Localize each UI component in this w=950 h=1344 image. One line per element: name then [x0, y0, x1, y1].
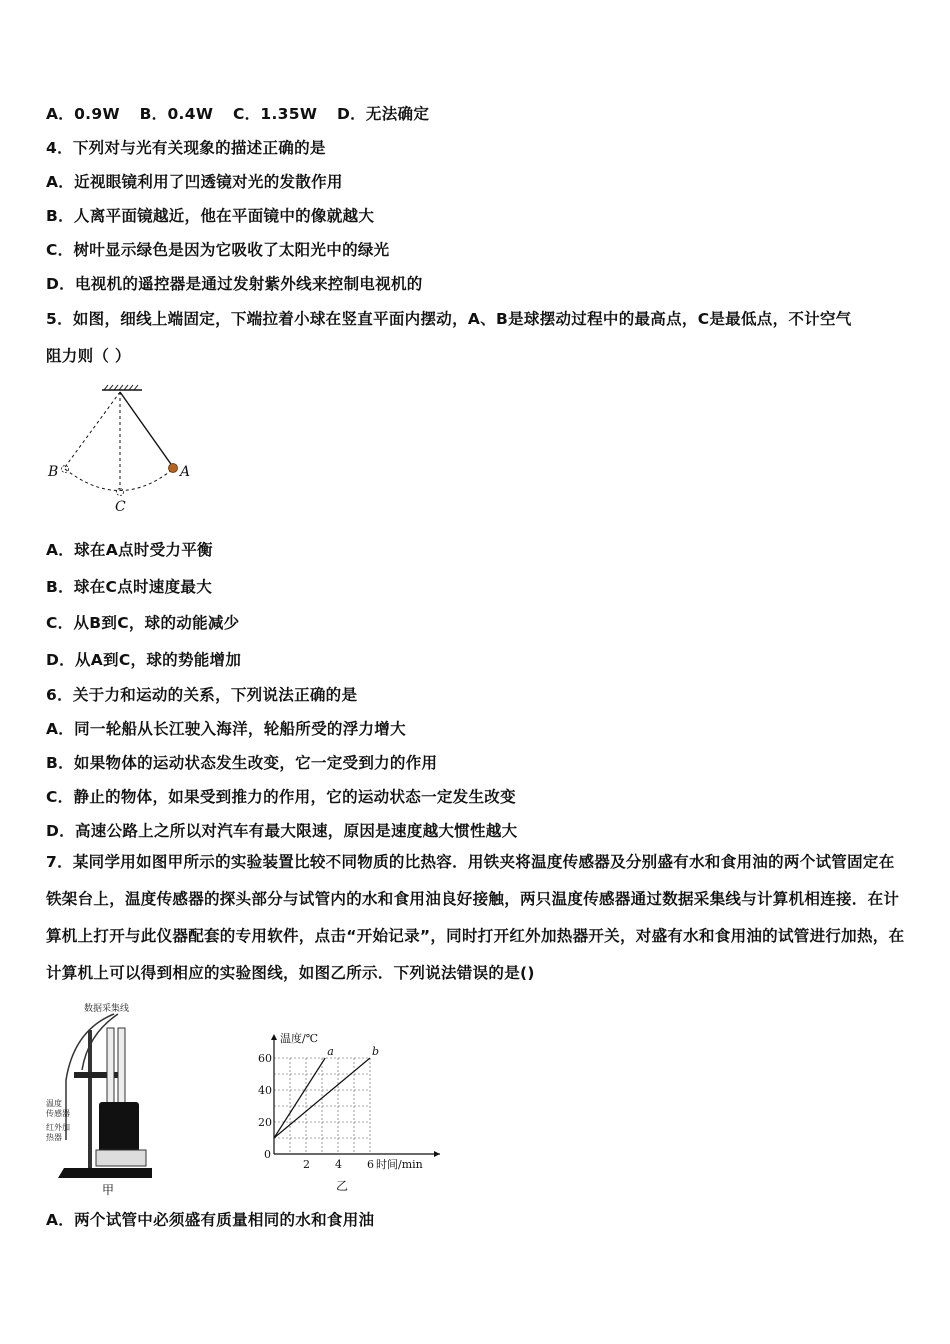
chart-y-arrow: [271, 1034, 277, 1040]
caption-jia: 甲: [102, 1183, 115, 1197]
test-tube-1: [107, 1028, 114, 1108]
q6-option-d: D．高速公路上之所以对汽车有最大限速，原因是速度越大惯性越大: [46, 822, 518, 840]
x-tick-2: 2: [303, 1158, 310, 1171]
y-tick-0: 0: [264, 1148, 271, 1161]
infrared-heater: [99, 1102, 139, 1152]
q7-option-a: A．两个试管中必须盛有质量相同的水和食用油: [46, 1211, 375, 1229]
q3-option-a: A．0.9W: [46, 105, 120, 123]
chart-xlabel: 时间/min: [376, 1158, 423, 1171]
y-tick-40: 40: [258, 1084, 272, 1097]
q6-stem: 6．关于力和运动的关系，下列说法正确的是: [46, 686, 358, 704]
q5-option-c: C．从B到C，球的动能减少: [46, 614, 240, 632]
q3-option-d: D．无法确定: [336, 105, 430, 123]
q4-stem: 4．下列对与光有关现象的描述正确的是: [46, 139, 326, 157]
pendulum-left-dashed: [65, 392, 120, 467]
q7-stem: 7．某同学用如图甲所示的实验装置比较不同物质的比热容．用铁夹将温度传感器及分别盛有水和食用油的两个试管固定在铁架台上，温度传感器的探头部分与试管内的水和食用油良好接触，两只温度传感器通过数据采集线与计算机相连接．在计算机上打开与此仪器配套的专用软件，点击“开始记录”，同时打开红外加热器开关，对盛有水和食用油的试管进行加热，在计算机上可以得到相应的实验图线，如图乙所示．下列说法错误的是(): [46, 853, 905, 982]
x-tick-6: 6: [367, 1158, 374, 1171]
ball-a: [169, 464, 178, 473]
q4-option-b: B．人离平面镜越近，他在平面镜中的像就越大: [46, 207, 375, 225]
q5-option-b: B．球在C点时速度最大: [46, 578, 212, 596]
label-b: B: [48, 464, 59, 480]
q6-option-b: B．如果物体的运动状态发生改变，它一定受到力的作用: [46, 754, 438, 772]
label-data-cable: 数据采集线: [84, 1004, 130, 1014]
q4-option-d: D．电视机的遥控器是通过发射紫外线来控制电视机的: [46, 275, 423, 293]
q6-option-a: A．同一轮船从长江驶入海洋，轮船所受的浮力增大: [46, 720, 406, 738]
stand-rod: [88, 1030, 92, 1168]
heater-base-unit: [96, 1150, 146, 1166]
q3-options: [46, 102, 443, 124]
stand-base: [58, 1168, 152, 1178]
pendulum-figure: [44, 382, 204, 522]
y-tick-20: 20: [258, 1116, 272, 1129]
q4-option-a: A．近视眼镜利用了凹透镜对光的发散作用: [46, 173, 343, 191]
pendulum-string: [120, 392, 173, 467]
label-c: C: [115, 499, 126, 515]
q3-option-b: B．0.4W: [139, 105, 214, 123]
q5-option-d: D．从A到C，球的势能增加: [46, 651, 242, 669]
q5-option-a: A．球在A点时受力平衡: [46, 541, 213, 559]
q5-stem-line1: 5．如图，细线上端固定，下端拉着小球在竖直平面内摆动，A、B是球摆动过程中的最高点，C是最低点，不计空气: [46, 310, 852, 328]
label-heater-2: 热器: [46, 1133, 62, 1142]
series-label-a: a: [327, 1045, 334, 1058]
temperature-chart: [250, 1030, 450, 1195]
chart-grid: [274, 1058, 370, 1154]
q5-stem-line2: 阻力则（ ）: [46, 347, 131, 365]
caption-yi: 乙: [336, 1179, 349, 1193]
apparatus-figure: [44, 1000, 174, 1200]
chart-ylabel: 温度/℃: [280, 1032, 319, 1045]
chart-x-arrow: [434, 1151, 440, 1157]
q3-option-c: C．1.35W: [232, 105, 318, 123]
label-sensor-2: 传感器: [46, 1109, 70, 1118]
x-tick-4: 4: [335, 1158, 342, 1171]
series-label-b: b: [372, 1045, 380, 1058]
label-sensor-1: 温度: [46, 1099, 62, 1108]
test-tube-2: [118, 1028, 125, 1108]
y-tick-60: 60: [258, 1052, 272, 1065]
label-a: A: [180, 464, 191, 480]
q4-option-c: C．树叶显示绿色是因为它吸收了太阳光中的绿光: [46, 241, 390, 259]
label-heater-1: 红外加: [46, 1123, 70, 1132]
q6-option-c: C．静止的物体，如果受到推力的作用，它的运动状态一定发生改变: [46, 788, 516, 806]
clamp: [74, 1072, 124, 1078]
series-line-a: [274, 1058, 325, 1138]
pendulum-arc: [65, 469, 173, 491]
